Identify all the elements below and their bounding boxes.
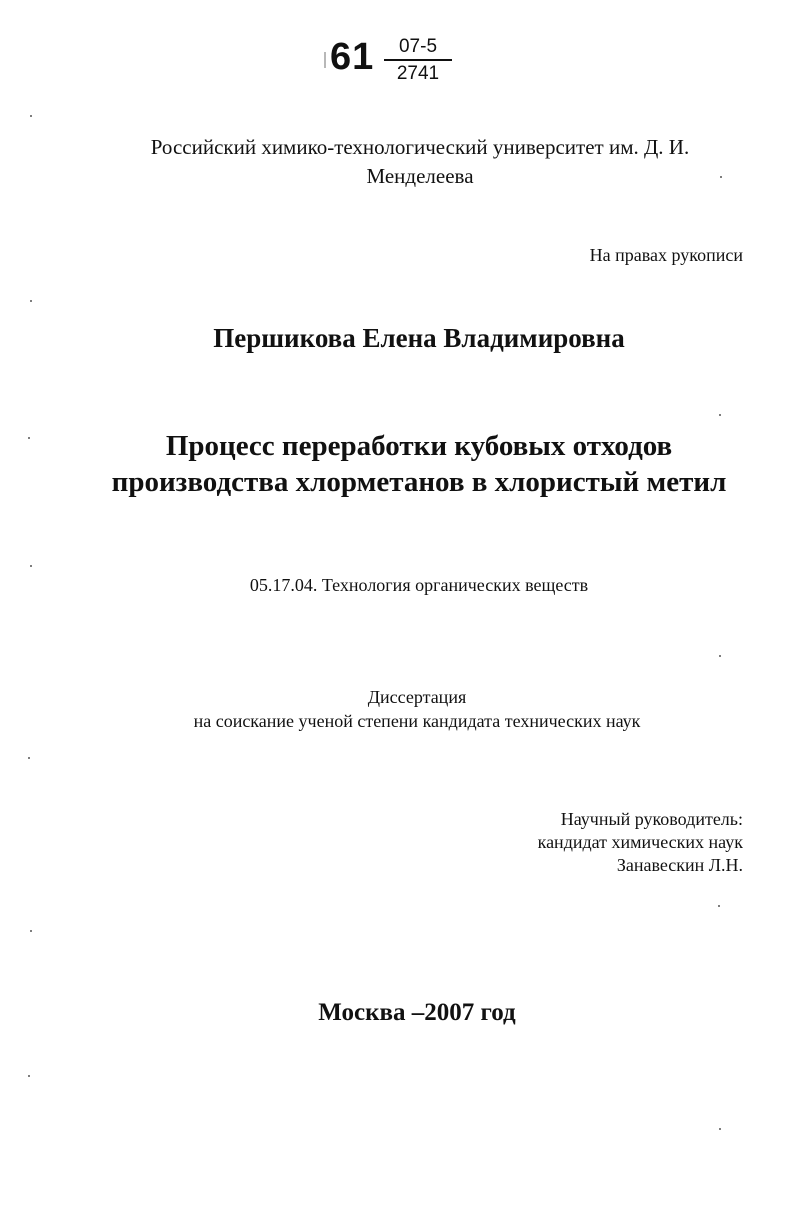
dissertation-line-2: на соискание ученой степени кандидата технических наук bbox=[193, 711, 641, 731]
scan-speck bbox=[719, 1128, 721, 1130]
library-code-denominator: 2741 bbox=[396, 63, 440, 84]
supervisor-line-2: кандидат химических наук bbox=[537, 832, 743, 852]
university-line-2: Менделеева bbox=[366, 164, 474, 188]
dissertation-line-1: Диссертация bbox=[367, 687, 467, 707]
scan-speck bbox=[719, 655, 721, 657]
supervisor-line-3: Занавескин Л.Н. bbox=[616, 855, 743, 875]
scan-speck bbox=[30, 115, 32, 117]
scan-speck bbox=[720, 176, 722, 178]
scan-speck bbox=[30, 930, 32, 932]
title-line-1: Процесс переработки кубовых отходов bbox=[165, 430, 673, 462]
specialty-code: 05.17.04. Технология органических веществ bbox=[249, 575, 589, 595]
university-name bbox=[100, 133, 740, 191]
scan-speck bbox=[28, 437, 30, 439]
library-code-main: 61 bbox=[330, 36, 375, 78]
author-name: Першикова Елена Владимировна bbox=[213, 323, 625, 353]
scan-speck bbox=[718, 905, 720, 907]
dissertation-type bbox=[0, 685, 795, 733]
manuscript-note: На правах рукописи bbox=[589, 245, 743, 265]
scan-speck bbox=[28, 1075, 30, 1077]
dissertation-title bbox=[0, 428, 795, 500]
title-line-2: производства хлорметанов в хлористый метил bbox=[111, 466, 727, 498]
library-code-numerator: 07-5 bbox=[384, 36, 452, 61]
supervisor-block bbox=[538, 808, 743, 877]
scan-speck bbox=[30, 300, 32, 302]
library-code-fraction bbox=[384, 36, 452, 84]
scan-speck bbox=[30, 565, 32, 567]
supervisor-line-1: Научный руководитель: bbox=[560, 809, 743, 829]
scan-speck bbox=[28, 757, 30, 759]
scan-mark bbox=[324, 52, 326, 68]
university-line-1: Российский химико-технологический университет им. Д. И. bbox=[150, 135, 690, 159]
city-year: Москва –2007 год bbox=[318, 999, 516, 1026]
scan-speck bbox=[719, 414, 721, 416]
